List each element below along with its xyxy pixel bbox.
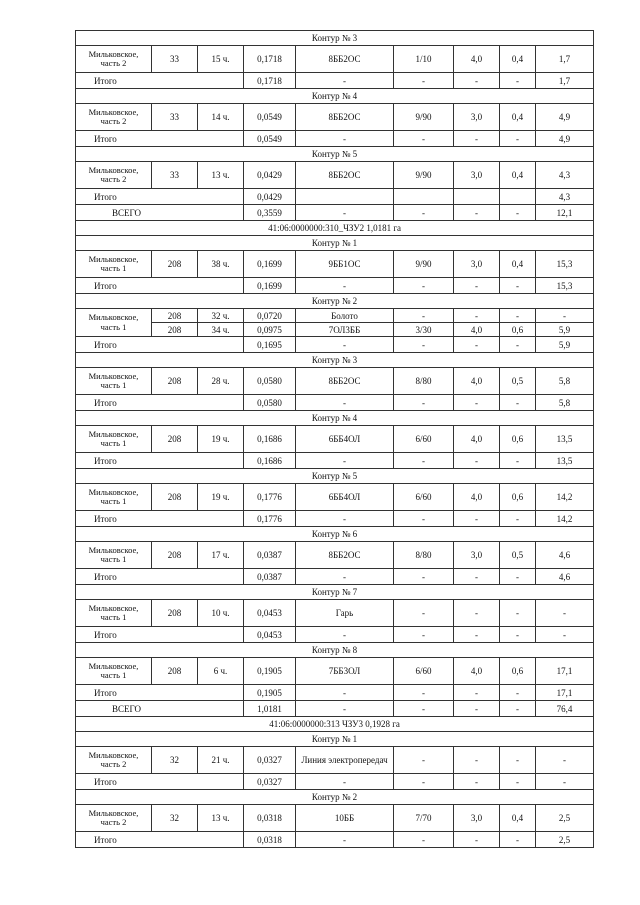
table-cell: -: [454, 747, 500, 774]
table-cell: -: [394, 511, 454, 527]
location-cell: Мильковское, часть 1: [76, 658, 152, 685]
section-header: Контур № 8: [76, 643, 594, 658]
table-cell: -: [296, 701, 394, 717]
subtotal-row: [76, 395, 594, 411]
table-cell: 0,1905: [244, 658, 296, 685]
table-cell: 3,0: [454, 805, 500, 832]
table-cell: 8/80: [394, 368, 454, 395]
table-cell: -: [454, 73, 500, 89]
table-cell: 9/90: [394, 162, 454, 189]
table-cell: 1/10: [394, 46, 454, 73]
table-row: [76, 309, 594, 323]
table-cell: -: [454, 337, 500, 353]
table-cell: 0,1776: [244, 484, 296, 511]
table-cell: 7ББ3ОЛ: [296, 658, 394, 685]
table-cell: Линия электропередач: [296, 747, 394, 774]
subtotal-label: Итого: [76, 511, 244, 527]
subtotal-label: Итого: [76, 337, 244, 353]
table-row: [76, 805, 594, 832]
table-row: [76, 484, 594, 511]
table-cell: 15,3: [536, 278, 594, 294]
table-cell: 0,1686: [244, 453, 296, 469]
table-cell: -: [296, 569, 394, 585]
subtotal-label: Итого: [76, 73, 244, 89]
section-header: 41:06:0000000:310_ЧЗУ2 1,0181 га: [76, 221, 594, 236]
table-cell: 21 ч.: [198, 747, 244, 774]
table-cell: 4,3: [536, 162, 594, 189]
table-cell: -: [296, 774, 394, 790]
table-cell: -: [454, 395, 500, 411]
table-cell: -: [454, 627, 500, 643]
table-cell: 0,1695: [244, 337, 296, 353]
table-cell: -: [454, 511, 500, 527]
subtotal-label: Итого: [76, 627, 244, 643]
section-header-row: [76, 31, 594, 46]
table-cell: 17,1: [536, 685, 594, 701]
table-cell: -: [454, 701, 500, 717]
table-cell: -: [536, 600, 594, 627]
table-cell: 0,0549: [244, 104, 296, 131]
table-cell: -: [500, 453, 536, 469]
table-row: [76, 251, 594, 278]
table-cell: 3,0: [454, 162, 500, 189]
table-cell: -: [454, 832, 500, 848]
subtotal-label: Итого: [76, 685, 244, 701]
table-cell: -: [394, 309, 454, 323]
table-cell: -: [296, 131, 394, 147]
table-cell: 0,0580: [244, 395, 296, 411]
table-cell: -: [394, 600, 454, 627]
table-cell: 34 ч.: [198, 323, 244, 337]
table-cell: 0,0453: [244, 600, 296, 627]
table-cell: 17,1: [536, 658, 594, 685]
table-cell: 1,7: [536, 46, 594, 73]
table-cell: 208: [152, 600, 198, 627]
location-cell: Мильковское, часть 1: [76, 251, 152, 278]
table-cell: -: [394, 685, 454, 701]
table-cell: 28 ч.: [198, 368, 244, 395]
table-cell: -: [394, 453, 454, 469]
table-cell: 13 ч.: [198, 805, 244, 832]
table-cell: 32: [152, 747, 198, 774]
table-cell: -: [500, 337, 536, 353]
table-cell: 5,8: [536, 368, 594, 395]
subtotal-row: [76, 337, 594, 353]
table-cell: 0,1699: [244, 278, 296, 294]
table-cell: 4,6: [536, 542, 594, 569]
table-row: [76, 104, 594, 131]
table-cell: 0,0318: [244, 832, 296, 848]
table-cell: -: [394, 205, 454, 221]
total-row: [76, 701, 594, 717]
table-cell: 0,6: [500, 484, 536, 511]
table-cell: -: [500, 395, 536, 411]
subtotal-row: [76, 685, 594, 701]
table-cell: 6/60: [394, 658, 454, 685]
subtotal-label: Итого: [76, 278, 244, 294]
table-row: [76, 323, 594, 337]
table-cell: 0,0318: [244, 805, 296, 832]
subtotal-label: Итого: [76, 131, 244, 147]
table-cell: 3,0: [454, 104, 500, 131]
section-header-row: [76, 717, 594, 732]
table-cell: 32: [152, 805, 198, 832]
table-cell: 7/70: [394, 805, 454, 832]
table-cell: -: [500, 600, 536, 627]
table-row: [76, 426, 594, 453]
table-cell: -: [454, 131, 500, 147]
table-cell: 33: [152, 162, 198, 189]
table-cell: 7ОЛ3ББ: [296, 323, 394, 337]
location-cell: Мильковское, часть 2: [76, 747, 152, 774]
table-cell: 15 ч.: [198, 46, 244, 73]
table-cell: 13,5: [536, 453, 594, 469]
table-cell: -: [394, 395, 454, 411]
table-cell: -: [394, 832, 454, 848]
table-cell: -: [454, 685, 500, 701]
location-cell: Мильковское, часть 2: [76, 805, 152, 832]
table-cell: 13,5: [536, 426, 594, 453]
table-cell: 208: [152, 542, 198, 569]
table-cell: -: [500, 131, 536, 147]
table-row: [76, 368, 594, 395]
table-cell: -: [500, 569, 536, 585]
table-cell: -: [394, 278, 454, 294]
subtotal-row: [76, 511, 594, 527]
table-cell: -: [394, 747, 454, 774]
table-cell: 0,0720: [244, 309, 296, 323]
location-cell: Мильковское, часть 1: [76, 426, 152, 453]
table-cell: -: [536, 747, 594, 774]
table-cell: -: [296, 395, 394, 411]
table-row: [76, 600, 594, 627]
table-cell: 0,1718: [244, 73, 296, 89]
table-cell: [500, 189, 536, 205]
subtotal-row: [76, 278, 594, 294]
section-header: Контур № 3: [76, 353, 594, 368]
table-cell: -: [454, 569, 500, 585]
table-cell: 14,2: [536, 484, 594, 511]
table-cell: 208: [152, 309, 198, 323]
table-cell: -: [394, 131, 454, 147]
table-cell: -: [500, 627, 536, 643]
subtotal-row: [76, 189, 594, 205]
table-cell: 19 ч.: [198, 484, 244, 511]
table-cell: -: [394, 337, 454, 353]
table-cell: [454, 189, 500, 205]
table-cell: -: [536, 309, 594, 323]
table-cell: 10ББ: [296, 805, 394, 832]
table-cell: 0,0429: [244, 162, 296, 189]
table-cell: 0,5: [500, 368, 536, 395]
subtotal-row: [76, 453, 594, 469]
table-cell: 0,3559: [244, 205, 296, 221]
table-cell: 208: [152, 251, 198, 278]
table-cell: 0,0327: [244, 774, 296, 790]
table-cell: 4,0: [454, 484, 500, 511]
table-cell: 208: [152, 658, 198, 685]
table-cell: 4,0: [454, 323, 500, 337]
table-cell: -: [454, 278, 500, 294]
section-header-row: [76, 585, 594, 600]
subtotal-row: [76, 73, 594, 89]
table-cell: 4,0: [454, 46, 500, 73]
subtotal-label: Итого: [76, 453, 244, 469]
table-cell: -: [500, 747, 536, 774]
table-cell: -: [296, 73, 394, 89]
table-cell: 0,1905: [244, 685, 296, 701]
table-cell: [296, 189, 394, 205]
section-header: Контур № 7: [76, 585, 594, 600]
table-cell: -: [296, 511, 394, 527]
table-cell: 8/80: [394, 542, 454, 569]
table-cell: 13 ч.: [198, 162, 244, 189]
table-row: [76, 747, 594, 774]
table-cell: -: [394, 569, 454, 585]
table-cell: 5,9: [536, 323, 594, 337]
location-cell: Мильковское, часть 1: [76, 600, 152, 627]
section-header-row: [76, 147, 594, 162]
table-cell: 4,0: [454, 368, 500, 395]
table-cell: -: [394, 774, 454, 790]
section-header-row: [76, 732, 594, 747]
table-cell: 3,0: [454, 251, 500, 278]
table-cell: 0,4: [500, 104, 536, 131]
table-cell: -: [500, 685, 536, 701]
table-cell: 0,0453: [244, 627, 296, 643]
section-header: Контур № 6: [76, 527, 594, 542]
table-cell: 0,0429: [244, 189, 296, 205]
table-cell: 12,1: [536, 205, 594, 221]
section-header: 41:06:0000000:313 ЧЗУ3 0,1928 га: [76, 717, 594, 732]
table-cell: 32 ч.: [198, 309, 244, 323]
location-cell: Мильковское, часть 2: [76, 162, 152, 189]
subtotal-label: Итого: [76, 189, 244, 205]
location-cell: Мильковское, часть 1: [76, 484, 152, 511]
table-row: [76, 658, 594, 685]
subtotal-label: Итого: [76, 569, 244, 585]
subtotal-row: [76, 832, 594, 848]
section-header-row: [76, 411, 594, 426]
location-cell: Мильковское, часть 1: [76, 542, 152, 569]
location-cell: Мильковское, часть 1: [76, 368, 152, 395]
table-cell: 33: [152, 104, 198, 131]
location-cell: Мильковское, часть 1: [76, 309, 152, 337]
table-cell: 0,1776: [244, 511, 296, 527]
table-cell: 2,5: [536, 805, 594, 832]
subtotal-row: [76, 774, 594, 790]
total-row: [76, 205, 594, 221]
table-cell: 8ББ2ОС: [296, 368, 394, 395]
section-header-row: [76, 469, 594, 484]
table-cell: -: [500, 511, 536, 527]
table-cell: 0,4: [500, 805, 536, 832]
table-row: [76, 162, 594, 189]
total-label: ВСЕГО: [76, 205, 244, 221]
table-cell: -: [536, 774, 594, 790]
section-header: Контур № 5: [76, 147, 594, 162]
table-cell: 19 ч.: [198, 426, 244, 453]
table-cell: -: [296, 627, 394, 643]
section-header: Контур № 4: [76, 89, 594, 104]
table-cell: 0,4: [500, 251, 536, 278]
table-cell: 8ББ2ОС: [296, 542, 394, 569]
table-cell: 0,4: [500, 46, 536, 73]
table-cell: -: [394, 701, 454, 717]
table-cell: 17 ч.: [198, 542, 244, 569]
table-cell: -: [536, 627, 594, 643]
table-row: [76, 542, 594, 569]
table-cell: 14,2: [536, 511, 594, 527]
table-cell: -: [454, 205, 500, 221]
table-cell: -: [394, 627, 454, 643]
table-cell: 0,1686: [244, 426, 296, 453]
table-cell: [394, 189, 454, 205]
table-cell: 38 ч.: [198, 251, 244, 278]
table-cell: -: [500, 832, 536, 848]
table-cell: -: [296, 205, 394, 221]
table-cell: 0,0387: [244, 569, 296, 585]
section-header: Контур № 2: [76, 790, 594, 805]
table-cell: 0,1699: [244, 251, 296, 278]
table-cell: -: [454, 309, 500, 323]
table-cell: 3,0: [454, 542, 500, 569]
subtotal-row: [76, 569, 594, 585]
table-cell: -: [296, 453, 394, 469]
table-cell: 6/60: [394, 484, 454, 511]
table-cell: 0,1718: [244, 46, 296, 73]
subtotal-row: [76, 627, 594, 643]
table-cell: 8ББ2ОС: [296, 162, 394, 189]
table-cell: 5,8: [536, 395, 594, 411]
table-cell: 208: [152, 426, 198, 453]
subtotal-label: Итого: [76, 395, 244, 411]
table-cell: 6 ч.: [198, 658, 244, 685]
table-cell: 5,9: [536, 337, 594, 353]
section-header-row: [76, 643, 594, 658]
table-cell: 1,0181: [244, 701, 296, 717]
table-cell: 1,7: [536, 73, 594, 89]
table-cell: 6ББ4ОЛ: [296, 426, 394, 453]
section-header: Контур № 4: [76, 411, 594, 426]
table-cell: -: [500, 278, 536, 294]
section-header-row: [76, 353, 594, 368]
table-cell: 0,0549: [244, 131, 296, 147]
location-cell: Мильковское, часть 2: [76, 46, 152, 73]
table-cell: 6/60: [394, 426, 454, 453]
table-cell: -: [500, 205, 536, 221]
section-header-row: [76, 236, 594, 251]
table-cell: 208: [152, 323, 198, 337]
table-cell: 2,5: [536, 832, 594, 848]
table-row: [76, 46, 594, 73]
table-cell: 4,0: [454, 658, 500, 685]
section-header: Контур № 3: [76, 31, 594, 46]
forest-inventory-table: [75, 30, 594, 848]
table-cell: Болото: [296, 309, 394, 323]
table-cell: 0,0387: [244, 542, 296, 569]
table-cell: 0,0975: [244, 323, 296, 337]
table-cell: Гарь: [296, 600, 394, 627]
table-cell: 10 ч.: [198, 600, 244, 627]
table-cell: 9ББ1ОС: [296, 251, 394, 278]
table-cell: 4,9: [536, 104, 594, 131]
table-cell: -: [500, 774, 536, 790]
table-cell: -: [394, 73, 454, 89]
subtotal-row: [76, 131, 594, 147]
subtotal-label: Итого: [76, 832, 244, 848]
table-cell: 0,0327: [244, 747, 296, 774]
section-header-row: [76, 527, 594, 542]
table-cell: 0,0580: [244, 368, 296, 395]
section-header: Контур № 5: [76, 469, 594, 484]
table-cell: 0,6: [500, 323, 536, 337]
section-header: Контур № 2: [76, 294, 594, 309]
section-header: Контур № 1: [76, 236, 594, 251]
table-cell: 4,6: [536, 569, 594, 585]
table-cell: 15,3: [536, 251, 594, 278]
table-cell: -: [500, 73, 536, 89]
table-cell: 9/90: [394, 104, 454, 131]
section-header-row: [76, 89, 594, 104]
table-cell: 33: [152, 46, 198, 73]
total-label: ВСЕГО: [76, 701, 244, 717]
section-header-row: [76, 294, 594, 309]
table-cell: 0,6: [500, 658, 536, 685]
table-cell: -: [454, 774, 500, 790]
section-header: Контур № 1: [76, 732, 594, 747]
table-cell: -: [500, 701, 536, 717]
section-header-row: [76, 221, 594, 236]
location-cell: Мильковское, часть 2: [76, 104, 152, 131]
table-cell: 4,9: [536, 131, 594, 147]
table-cell: -: [296, 278, 394, 294]
table-cell: 8ББ2ОС: [296, 104, 394, 131]
table-cell: -: [454, 600, 500, 627]
table-cell: 9/90: [394, 251, 454, 278]
table-cell: 8ББ2ОС: [296, 46, 394, 73]
table-cell: 3/30: [394, 323, 454, 337]
table-cell: 76,4: [536, 701, 594, 717]
table-cell: -: [296, 685, 394, 701]
table-cell: -: [454, 453, 500, 469]
table-cell: -: [296, 832, 394, 848]
table-cell: 4,3: [536, 189, 594, 205]
subtotal-label: Итого: [76, 774, 244, 790]
section-header-row: [76, 790, 594, 805]
table-cell: 6ББ4ОЛ: [296, 484, 394, 511]
table-cell: 0,4: [500, 162, 536, 189]
table-cell: 0,6: [500, 426, 536, 453]
table-cell: 208: [152, 484, 198, 511]
table-cell: 208: [152, 368, 198, 395]
table-cell: 14 ч.: [198, 104, 244, 131]
table-cell: 0,5: [500, 542, 536, 569]
table-cell: -: [500, 309, 536, 323]
table-cell: -: [296, 337, 394, 353]
table-cell: 4,0: [454, 426, 500, 453]
